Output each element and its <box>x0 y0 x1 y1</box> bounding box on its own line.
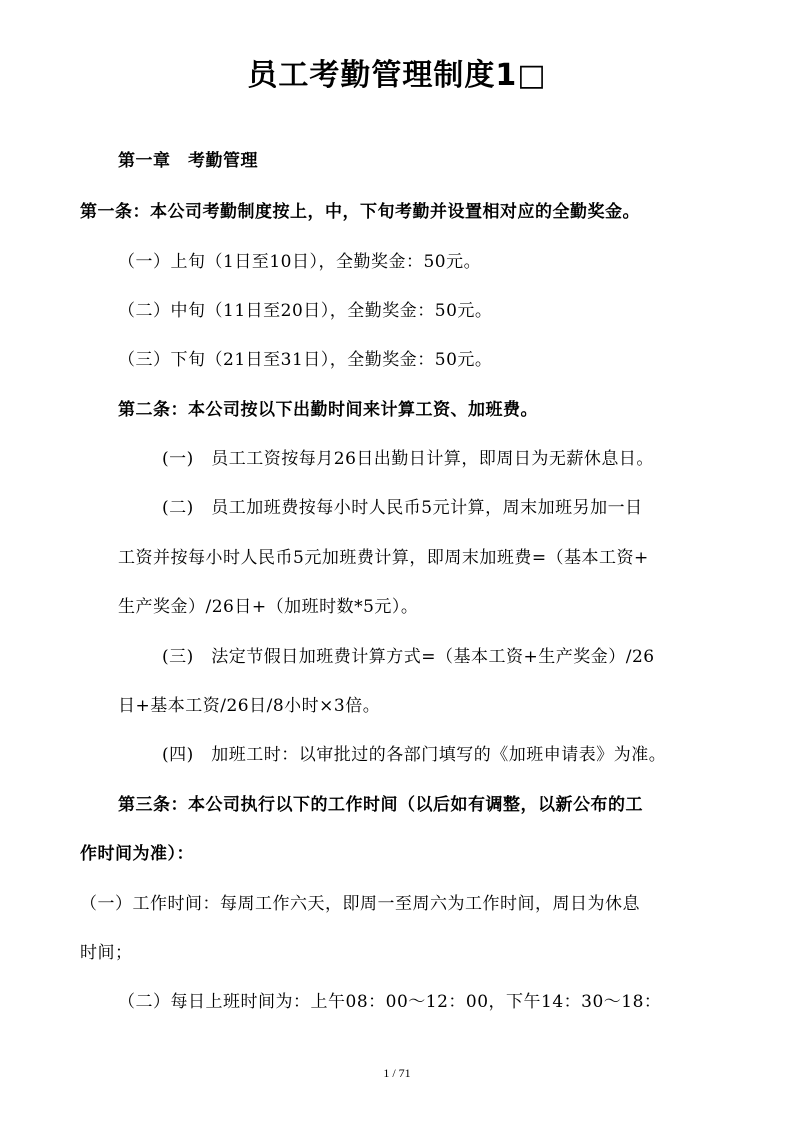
article-2-item-3-line-1: (三) 法定节假日加班费计算方式=（基本工资+生产奖金）/26 <box>162 647 655 667</box>
article-1-item-2: （二）中旬（11日至20日），全勤奖金：50元。 <box>118 301 493 321</box>
article-2-item-2-line-1: (二) 员工加班费按每小时人民币5元计算，周末加班另加一日 <box>162 498 643 518</box>
article-1-text: 第一条：本公司考勤制度按上，中，下旬考勤并设置相对应的全勤奖金。 <box>80 202 640 222</box>
article-2-text: 第二条：本公司按以下出勤时间来计算工资、加班费。 <box>118 400 538 420</box>
article-2-item-2-line-3: 生产奖金）/26日+（加班时数*5元）。 <box>118 597 419 617</box>
article-3-text-line-2: 作时间为准）： <box>80 844 194 864</box>
chapter-heading: 第一章 考勤管理 <box>118 151 258 171</box>
article-2-item-1: (一) 员工工资按每月26日出勤日计算，即周日为无薪休息日。 <box>162 449 654 469</box>
article-1-item-3: （三）下旬（21日至31日），全勤奖金：50元。 <box>118 350 493 370</box>
article-2-item-2-line-2: 工资并按每小时人民币5元加班费计算，即周末加班费=（基本工资+ <box>118 548 649 568</box>
article-3-item-2-line-1: （二）每日上班时间为：上午08：00～12：00，下午14：30～18： <box>118 992 662 1012</box>
article-2-item-4: (四) 加班工时：以审批过的各部门填写的《加班申请表》为准。 <box>162 745 667 765</box>
article-3-text-line-1: 第三条：本公司执行以下的工作时间（以后如有调整，以新公布的工 <box>118 795 643 815</box>
article-2-item-3-line-2: 日+基本工资/26日/8小时×3倍。 <box>118 696 381 716</box>
article-1-item-1: （一）上旬（1日至10日），全勤奖金：50元。 <box>118 252 482 272</box>
article-3-item-1-line-1: （一）工作时间：每周工作六天，即周一至周六为工作时间，周日为休息 <box>80 894 640 914</box>
article-3-item-1-line-2: 时间； <box>80 943 133 963</box>
page-number: 1 / 71 <box>383 1066 411 1080</box>
document-title: 员工考勤管理制度1□ <box>247 58 547 93</box>
